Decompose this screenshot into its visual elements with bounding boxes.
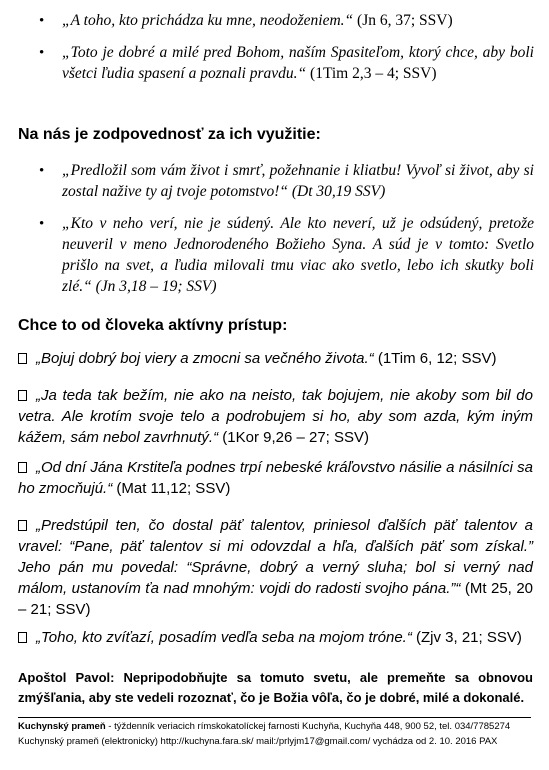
bullet-dot: •: [39, 13, 45, 29]
section-heading: Na nás je zodpovednosť za ich využitie:: [18, 126, 321, 143]
quote-item: „Od dní Jána Krstiteľa podnes trpí nebeské kráľovstvo násilie a násilníci sa ho zmocňujú.“ (Mat 11,12; SSV): [18, 459, 533, 497]
bullet-dot: •: [39, 216, 45, 232]
quote-item: „Bojuj dobrý boj viery a zmocni sa večného života.“ (1Tim 6, 12; SSV): [18, 348, 533, 369]
bullet-text: „A toho, kto prichádza ku mne, neodoženiem.“ (Jn 6, 37; SSV): [62, 12, 453, 29]
quote-item: „Ja teda tak bežím, nie ako na neisto, tak bojujem, nie akoby som bil do vetra. Ale krotím svoje telo a podrobujem si ho, aby som azda, kým iným kážem, sám nebol zavrhnutý.“ (1Kor 9,26 – 27; SSV): [18, 387, 533, 446]
checkbox-square-icon: [18, 632, 27, 643]
footer-line-2: Kuchynský prameň (elektronicky) http://kuchyna.fara.sk/ mail:/prlyjm17@gmail.com/ vychádza od 2. 10. 2016 PAX: [18, 736, 498, 747]
bullet-text: „Toto je dobré a milé pred Bohom, naším Spasiteľom, ktorý chce, aby boli všetci ľudia spasení a poznali pravdu.“ (1Tim 2,3 – 4; SSV): [62, 44, 534, 82]
checkbox-square-icon: [18, 353, 27, 364]
bullet-dot: •: [39, 163, 45, 179]
footer-divider: [18, 717, 531, 718]
checkbox-square-icon: [18, 520, 27, 531]
footer-line-1: Kuchynský prameň - týždenník veriacich rímskokatolíckej farnosti Kuchyňa, Kuchyňa 448, 900 52, tel. 034/7785274: [18, 721, 511, 732]
section-heading: Chce to od človeka aktívny prístup:: [18, 317, 288, 334]
apostol-quote: Apoštol Pavol: Nepripodobňujte sa tomuto svetu, ale premeňte sa obnovou zmýšľania, aby ste vedeli rozoznať, čo je Božia vôľa, čo je dobré, milé a dokonalé.: [18, 670, 533, 705]
bullet-dot: •: [39, 45, 45, 61]
checkbox-square-icon: [18, 462, 27, 473]
quote-item: „Toho, kto zvíťazí, posadím vedľa seba na mojom tróne.“ (Zjv 3, 21; SSV): [18, 627, 533, 648]
checkbox-square-icon: [18, 390, 27, 401]
bullet-text: „Predložil som vám život i smrť, požehnanie i kliatbu! Vyvoľ si život, aby si zostal nažive ty aj tvoje potomstvo!“ (Dt 30,19 SSV): [62, 162, 534, 200]
quote-item: „Predstúpil ten, čo dostal päť talentov, priniesol ďalších päť talentov a vravel: “Pane, päť talentov si mi odovzdal a hľa, ďalších päť som získal.” Jeho pán mu povedal: “Správne, dobrý a verný sluha; bol si verný nad málom, ustanovím ťa nad mnohým: vojdi do radosti svojho pána.”“ (Mt 25, 20 – 21; SSV): [18, 517, 534, 618]
bullet-text: „Kto v neho verí, nie je súdený. Ale kto neverí, už je odsúdený, pretože neuveril v meno Jednorodeného Božieho Syna. A súd je v tomto: Svetlo prišlo na svet, a ľudia milovali tmu viac ako svetlo, lebo ich skutky boli zlé.“ (Jn 3,18 – 19; SSV): [62, 215, 534, 295]
